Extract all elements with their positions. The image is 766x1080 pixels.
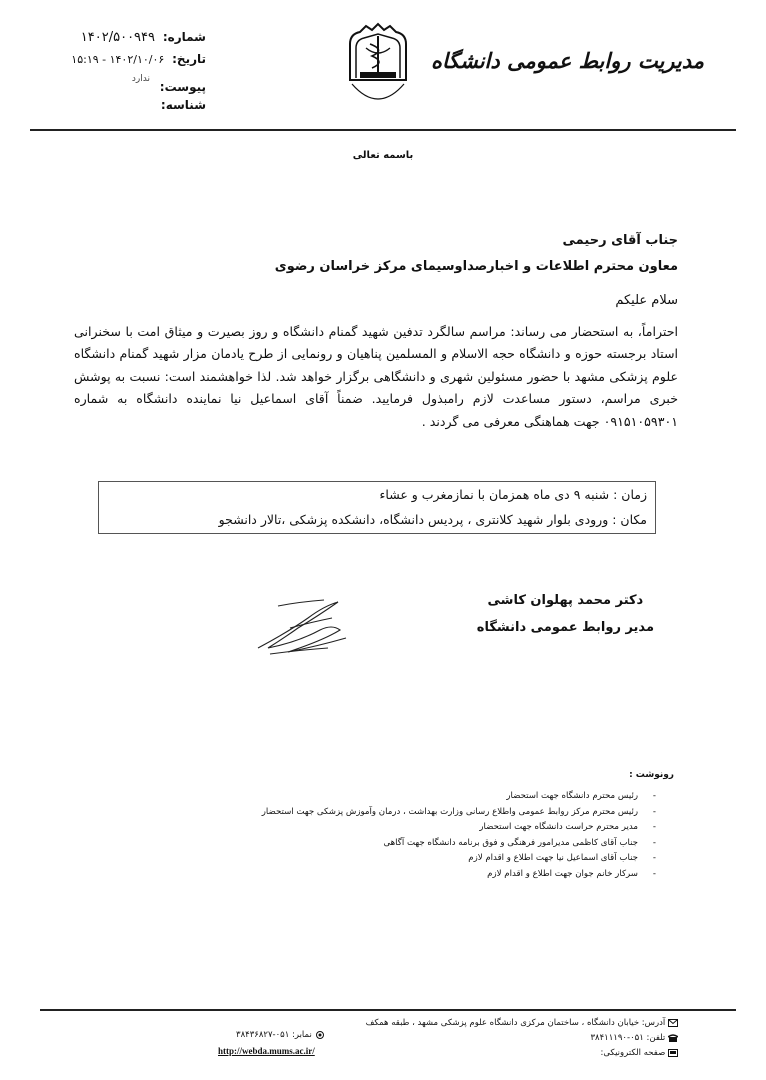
- letter-date-label: تاریخ:: [172, 52, 206, 66]
- footer-website-label-text: صفحه الکترونیکی:: [600, 1048, 666, 1058]
- department-title: مدیریت روابط عمومی دانشگاه: [430, 48, 704, 73]
- letter-number: [81, 30, 206, 45]
- university-logo: [346, 22, 410, 117]
- recipient-block: [275, 228, 678, 280]
- letter-metadata: [56, 30, 206, 120]
- signer-name: دکتر محمد پهلوان کاشی: [487, 593, 644, 608]
- letter-date: [71, 52, 206, 66]
- cc-item: - سرکار خانم جوان جهت اطلاع و اقدام لازم: [262, 867, 656, 883]
- globe-icon: [668, 1049, 678, 1057]
- recipient-name: جناب آقای رحیمی: [562, 233, 678, 248]
- event-info-box: [98, 481, 656, 534]
- recipient-position: معاون محترم اطلاعات و اخبارصداوسیمای مرکز خراسان رضوی: [274, 259, 678, 274]
- footer-address-text: آدرس: خیابان دانشگاه ، ساختمان مرکزی دانشگاه علوم پزشکی مشهد ، طبقه همکف: [365, 1018, 666, 1028]
- greeting: سلام علیکم: [615, 293, 678, 308]
- letter-date-value: ۱۴۰۲/۱۰/۰۶ - ۱۵:۱۹: [71, 53, 165, 66]
- footer-fax: [236, 1030, 325, 1040]
- event-place: مکان : ورودی بلوار شهید کلانتری ، پردیس دانشگاه، دانشکده پزشکی ،تالار دانشجو: [218, 512, 647, 527]
- handwritten-signature: [228, 582, 368, 662]
- footer-phone: [590, 1033, 678, 1043]
- letter-body: احتراماً، به استحضار می رساند: مراسم سالگرد تدفین شهید گمنام دانشگاه و روز بصیرت و میثاق امت با سخنرانی استاد برجسته حوزه و دانشگاه حجه الاسلام و المسلمین پناهیان و رونمایی از طرح یادمان مزار شهید گمنام دانشگاه علوم پزشکی مشهد با حضور مسئولین شهری و دانشگاهی برگزار خواهد شد. لذا خواهشمند است: نسبت به پوشش خبری مراسم، دستور مساعدت لازم رامبذول فرمایید. ضمناً آقای اسماعیل نیا نماینده دانشگاه به شماره ۰۹۱۵۱۰۵۹۳۰۱ جهت هماهنگی معرفی می گردند .: [74, 324, 678, 429]
- attachment: [160, 80, 206, 94]
- signer-title: مدیر روابط عمومی دانشگاه: [476, 620, 654, 635]
- footer-fax-text: نمابر: ۰۵۱-۳۸۴۳۶۸۲۷: [236, 1030, 312, 1040]
- footer-website-label: [600, 1048, 678, 1058]
- letter-number-value: ۱۴۰۲/۵۰۰۹۴۹: [80, 30, 156, 45]
- cc-list: [262, 789, 656, 883]
- letter-id-label: شناسه:: [160, 98, 206, 112]
- fax-icon: [315, 1031, 325, 1039]
- header-divider: [30, 129, 736, 131]
- cc-item: - جناب آقای کاظمی مدیرامور فرهنگی و فوق برنامه دانشگاه جهت آگاهی: [262, 836, 656, 852]
- mail-icon: [668, 1019, 678, 1027]
- cc-item: - جناب آقای اسماعیل نیا جهت اطلاع و اقدام لازم: [262, 851, 656, 867]
- letter-id: [161, 98, 206, 112]
- footer-address: [366, 1018, 678, 1028]
- cc-item: - رئیس محترم دانشگاه جهت استحضار: [262, 789, 656, 805]
- phone-icon: [668, 1034, 678, 1042]
- cc-item: - مدیر محترم حراست دانشگاه جهت استحضار: [262, 820, 656, 836]
- cc-title: رونوشت :: [629, 770, 674, 780]
- footer-divider: [40, 1009, 736, 1011]
- footer-phone-text: تلفن: ۰۵۱-۳۸۴۱۱۱۹۰: [590, 1033, 666, 1043]
- website-link[interactable]: http://webda.mums.ac.ir/: [218, 1046, 315, 1056]
- attachment-label: پیوست:: [159, 80, 206, 94]
- event-time: زمان : شنبه ۹ دی ماه همزمان با نمازمغرب و عشاء: [379, 487, 647, 502]
- attachment-value: ندارد: [131, 74, 150, 84]
- letter-number-label: شماره:: [162, 30, 206, 44]
- signer-block: [477, 587, 654, 641]
- cc-item: - رئیس محترم مرکز روابط عمومی واطلاع رسانی وزارت بهداشت ، درمان وآموزش پزشکی جهت استحضار: [262, 805, 656, 821]
- basmala: باسمه تعالی: [352, 150, 414, 161]
